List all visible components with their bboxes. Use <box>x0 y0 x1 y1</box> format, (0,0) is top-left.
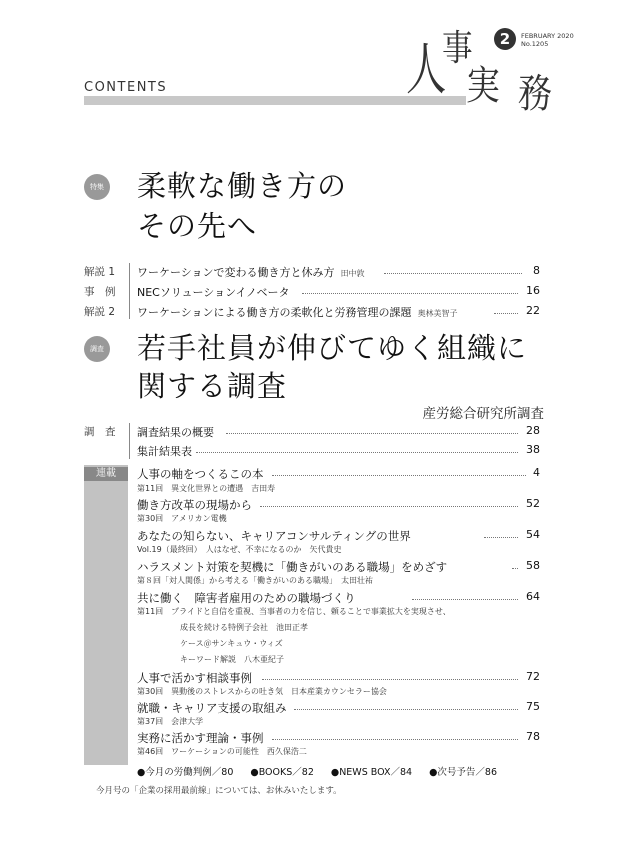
logo-char-2: 事 <box>442 28 473 69</box>
row-title: 共に働く 障害者雇用のための職場づくり <box>137 591 356 605</box>
leader-dots <box>412 599 518 600</box>
row-subtitle: ケース＠サンキュウ・ウィズ <box>180 639 283 648</box>
logo-char-1: 人 <box>406 38 447 103</box>
row-title: 調査結果の概要 <box>137 426 214 439</box>
row-page: 22 <box>526 304 540 317</box>
serial-label: 連載 <box>84 467 128 481</box>
row-title: 実務に活かす理論・事例 <box>137 731 264 745</box>
row-subtitle: 成長を続ける特例子会社 池田正孝 <box>180 623 308 632</box>
row-author: 田中敦 <box>340 269 365 278</box>
feature-tag: 特集 <box>84 174 110 200</box>
row-label: 解説 2 <box>84 306 116 318</box>
row-subtitle: Vol.19（最終回） 人はなぜ、不幸になるのか 矢代貴史 <box>137 545 342 554</box>
row-subtitle: 第37回 会津大学 <box>137 717 204 726</box>
row-title: 集計結果表 <box>137 445 192 458</box>
row-title: 就職・キャリア支援の取組み <box>137 701 287 715</box>
link-rodo-hanrei[interactable]: ●今月の労働判例／80 <box>137 767 234 778</box>
feature-title-line2: その先へ <box>137 209 258 243</box>
leader-dots <box>494 313 518 314</box>
serial-row[interactable] <box>84 670 540 686</box>
serial-row[interactable] <box>84 700 540 716</box>
link-books[interactable]: ●BOOKS／82 <box>250 767 314 778</box>
row-page: 28 <box>526 424 540 437</box>
leader-dots <box>302 293 518 294</box>
leader-dots <box>272 475 526 476</box>
leader-dots <box>484 537 518 538</box>
feature-title-line1: 柔軟な働き方の <box>137 169 348 203</box>
row-subtitle: 第30回 アメリカン電機 <box>137 514 227 523</box>
serial-row[interactable] <box>84 730 540 746</box>
row-subtitle: 第11回 異文化世界との遭遇 吉田寿 <box>137 484 276 493</box>
row-page: 54 <box>526 528 540 541</box>
bottom-links <box>137 764 511 778</box>
leader-dots <box>384 273 522 274</box>
serial-row[interactable] <box>84 497 540 513</box>
row-page: 78 <box>526 730 540 743</box>
row-author: 奥林美智子 <box>417 309 458 318</box>
row-title: ハラスメント対策を契機に「働きがいのある職場」をめざす <box>137 560 448 574</box>
serial-row[interactable] <box>84 466 540 482</box>
issue-date <box>521 32 574 48</box>
leader-dots <box>260 506 518 507</box>
serial-row[interactable] <box>84 590 540 606</box>
survey-label: 調 査 <box>84 426 116 438</box>
serial-row[interactable] <box>84 528 540 544</box>
link-news-box[interactable]: ●NEWS BOX／84 <box>330 767 413 778</box>
row-subtitle: 第46回 ワーケーションの可能性 西久保浩二 <box>137 747 307 756</box>
row-subtitle: 第８回「対人関係」から考える「働きがいのある職場」 太田壮祐 <box>137 576 373 585</box>
row-page: 64 <box>526 590 540 603</box>
issue-month: FEBRUARY 2020 <box>521 32 574 40</box>
serial-row[interactable] <box>84 559 540 575</box>
row-subtitle: 第11回 プライドと自信を重視、当事者の力を信じ、頼ることで事業拡大を実現させ、 <box>137 607 451 616</box>
row-page: 75 <box>526 700 540 713</box>
leader-dots <box>294 709 518 710</box>
survey-tag: 調査 <box>84 336 110 362</box>
contents-label: CONTENTS <box>84 80 168 95</box>
row-page: 58 <box>526 559 540 572</box>
survey-byline: 産労総合研究所調査 <box>422 406 544 422</box>
leader-dots <box>262 679 518 680</box>
toc-row[interactable] <box>84 284 540 300</box>
row-title: あなたの知らない、キャリアコンサルティングの世界 <box>137 529 411 543</box>
row-page: 38 <box>526 443 540 456</box>
row-title: ワーケーションによる働き方の柔軟化と労務管理の課題 奥林美智子 <box>137 306 458 319</box>
row-label: 事 例 <box>84 286 116 298</box>
toc-row[interactable] <box>84 264 540 280</box>
leader-dots <box>272 739 518 740</box>
row-title: 人事の軸をつくるこの本 <box>137 467 264 481</box>
survey-title-line2: 関する調査 <box>137 369 288 403</box>
row-title: 働き方改革の現場から <box>137 498 252 512</box>
toc-row[interactable] <box>84 443 540 459</box>
row-page: 4 <box>533 466 540 479</box>
leader-dots <box>196 452 518 453</box>
issue-number-badge: 2 <box>494 28 516 50</box>
toc-row[interactable] <box>84 424 540 440</box>
row-subtitle: キーワード解説 八木亜紀子 <box>180 655 284 664</box>
row-page: 72 <box>526 670 540 683</box>
link-next-issue[interactable]: ●次号予告／86 <box>429 767 497 778</box>
row-label: 解説 1 <box>84 266 116 278</box>
row-title: 人事で活かす相談事例 <box>137 671 252 685</box>
footer-note: 今月号の「企業の採用最前線」については、お休みいたします。 <box>96 786 342 796</box>
toc-row[interactable] <box>84 304 540 320</box>
row-page: 52 <box>526 497 540 510</box>
leader-dots <box>512 568 518 569</box>
survey-title-line1: 若手社員が伸びてゆく組織に <box>137 331 528 365</box>
issue-no: No.1205 <box>521 40 549 48</box>
row-title: NECソリューションイノベータ <box>137 286 290 299</box>
logo-char-4: 務 <box>518 71 552 117</box>
row-subtitle: 第30回 異動後のストレスからの吐き気 日本産業カウンセラー協会 <box>137 687 387 696</box>
row-page: 16 <box>526 284 540 297</box>
logo-char-3: 実 <box>466 63 500 109</box>
row-title: ワーケーションで変わる働き方と休み方 田中敦 <box>137 266 365 279</box>
row-page: 8 <box>533 264 540 277</box>
leader-dots <box>226 433 518 434</box>
